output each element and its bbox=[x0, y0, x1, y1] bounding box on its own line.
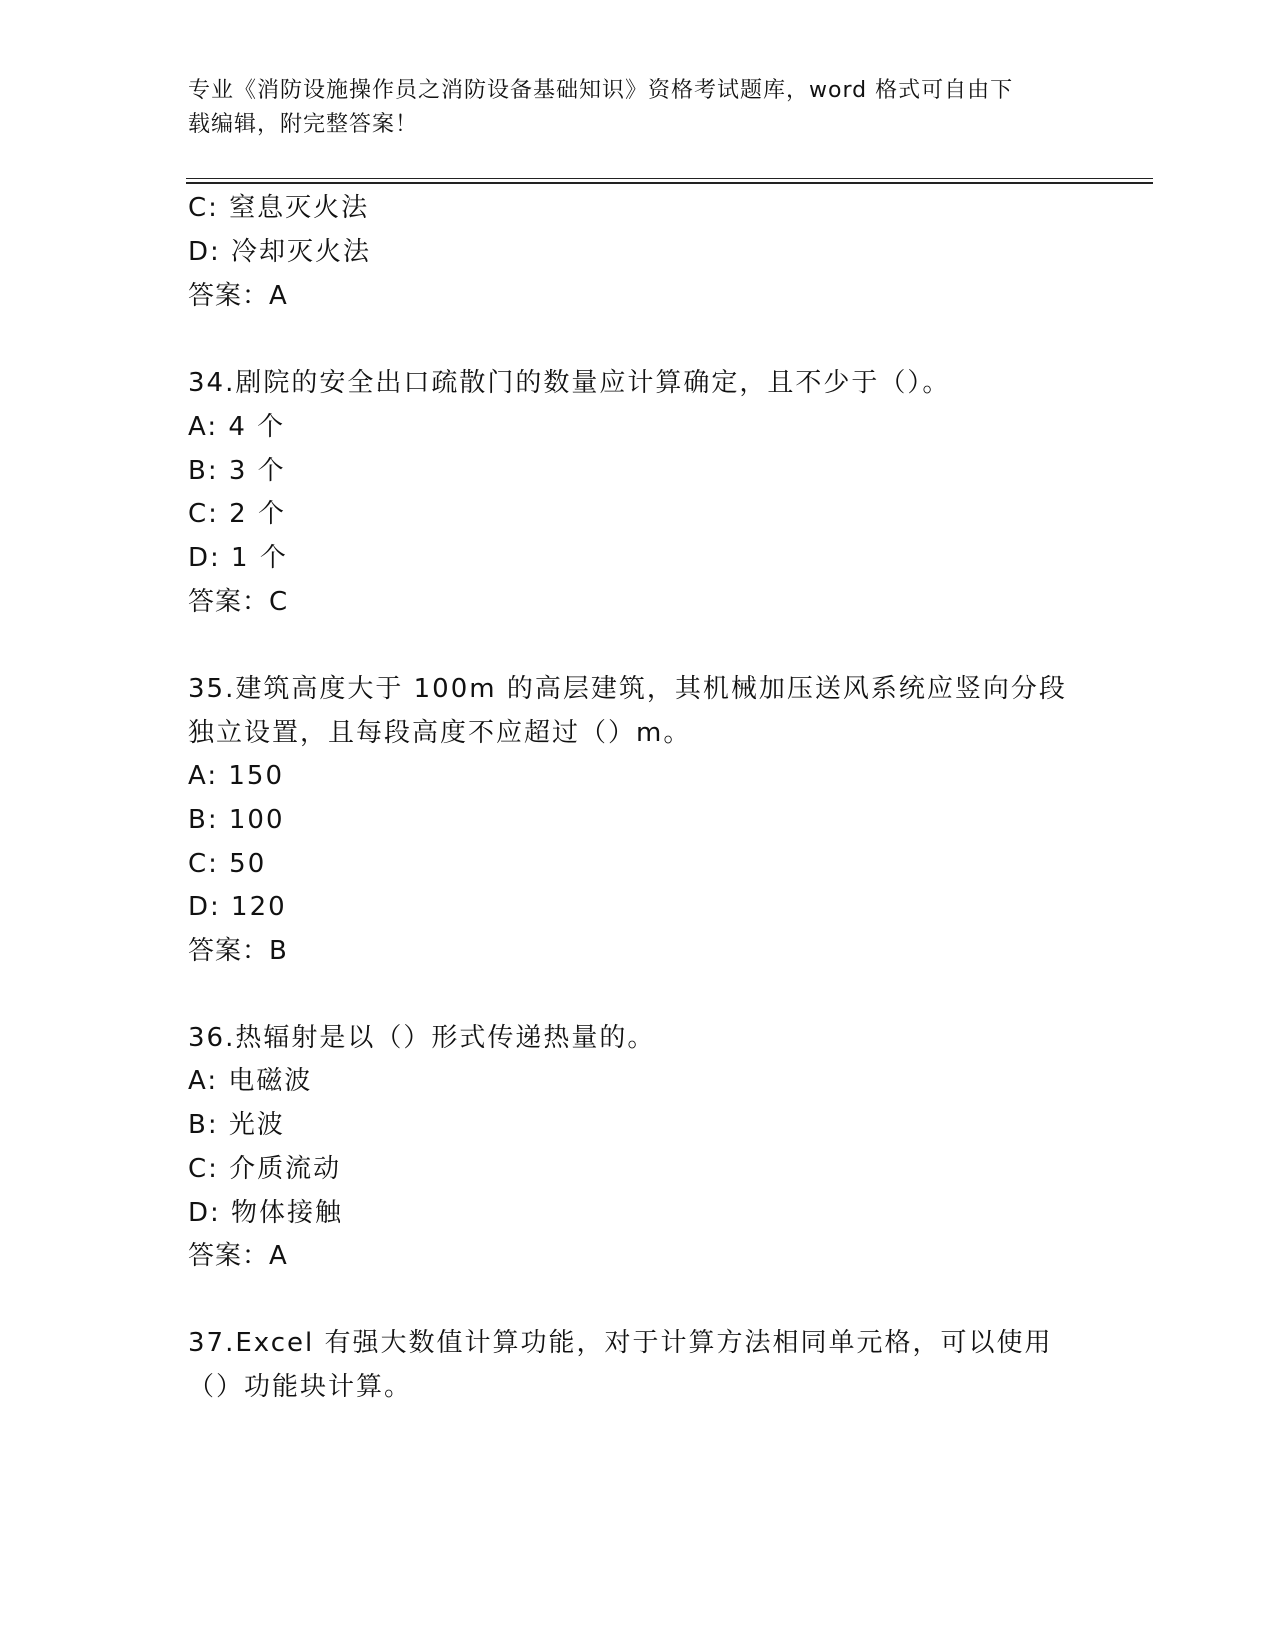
q34-option-a: A: 4 个 bbox=[188, 412, 286, 442]
q36-answer: 答案：A bbox=[188, 1241, 288, 1271]
q36-question: 36.热辐射是以（）形式传递热量的。 bbox=[188, 1023, 656, 1053]
q36-option-d: D: 物体接触 bbox=[188, 1198, 344, 1228]
header-divider-thick bbox=[186, 182, 1153, 184]
prev-option-d: D: 冷却灭火法 bbox=[188, 237, 372, 267]
q34-option-c: C: 2 个 bbox=[188, 499, 286, 529]
q36-option-b: B: 光波 bbox=[188, 1110, 285, 1140]
q37-question-line-2: （）功能块计算。 bbox=[188, 1372, 413, 1402]
q35-question-line-1: 35.建筑高度大于 100m 的高层建筑，其机械加压送风系统应竖向分段 bbox=[188, 674, 1067, 704]
q34-question: 34.剧院的安全出口疏散门的数量应计算确定，且不少于（）。 bbox=[188, 368, 951, 398]
q35-option-d: D: 120 bbox=[188, 892, 287, 922]
q35-question-line-2: 独立设置，且每段高度不应超过（）m。 bbox=[188, 718, 692, 748]
q36-option-c: C: 介质流动 bbox=[188, 1154, 342, 1184]
header-line-2: 载编辑，附完整答案！ bbox=[188, 112, 419, 137]
q34-option-d: D: 1 个 bbox=[188, 543, 288, 573]
document-header bbox=[188, 74, 1068, 142]
q34-option-b: B: 3 个 bbox=[188, 456, 286, 486]
q37-question-line-1: 37.Excel 有强大数值计算功能，对于计算方法相同单元格，可以使用 bbox=[188, 1328, 1053, 1358]
header-line-1: 专业《消防设施操作员之消防设备基础知识》资格考试题库，word 格式可自由下 bbox=[188, 78, 1014, 103]
prev-answer: 答案：A bbox=[188, 281, 288, 311]
q36-option-a: A: 电磁波 bbox=[188, 1066, 313, 1096]
q35-option-b: B: 100 bbox=[188, 805, 285, 835]
q34-answer: 答案：C bbox=[188, 587, 289, 617]
header-divider-thin bbox=[186, 178, 1153, 179]
q35-answer: 答案：B bbox=[188, 936, 288, 966]
prev-option-c: C: 窒息灭火法 bbox=[188, 193, 370, 223]
q35-option-a: A: 150 bbox=[188, 761, 284, 791]
q35-option-c: C: 50 bbox=[188, 849, 267, 879]
